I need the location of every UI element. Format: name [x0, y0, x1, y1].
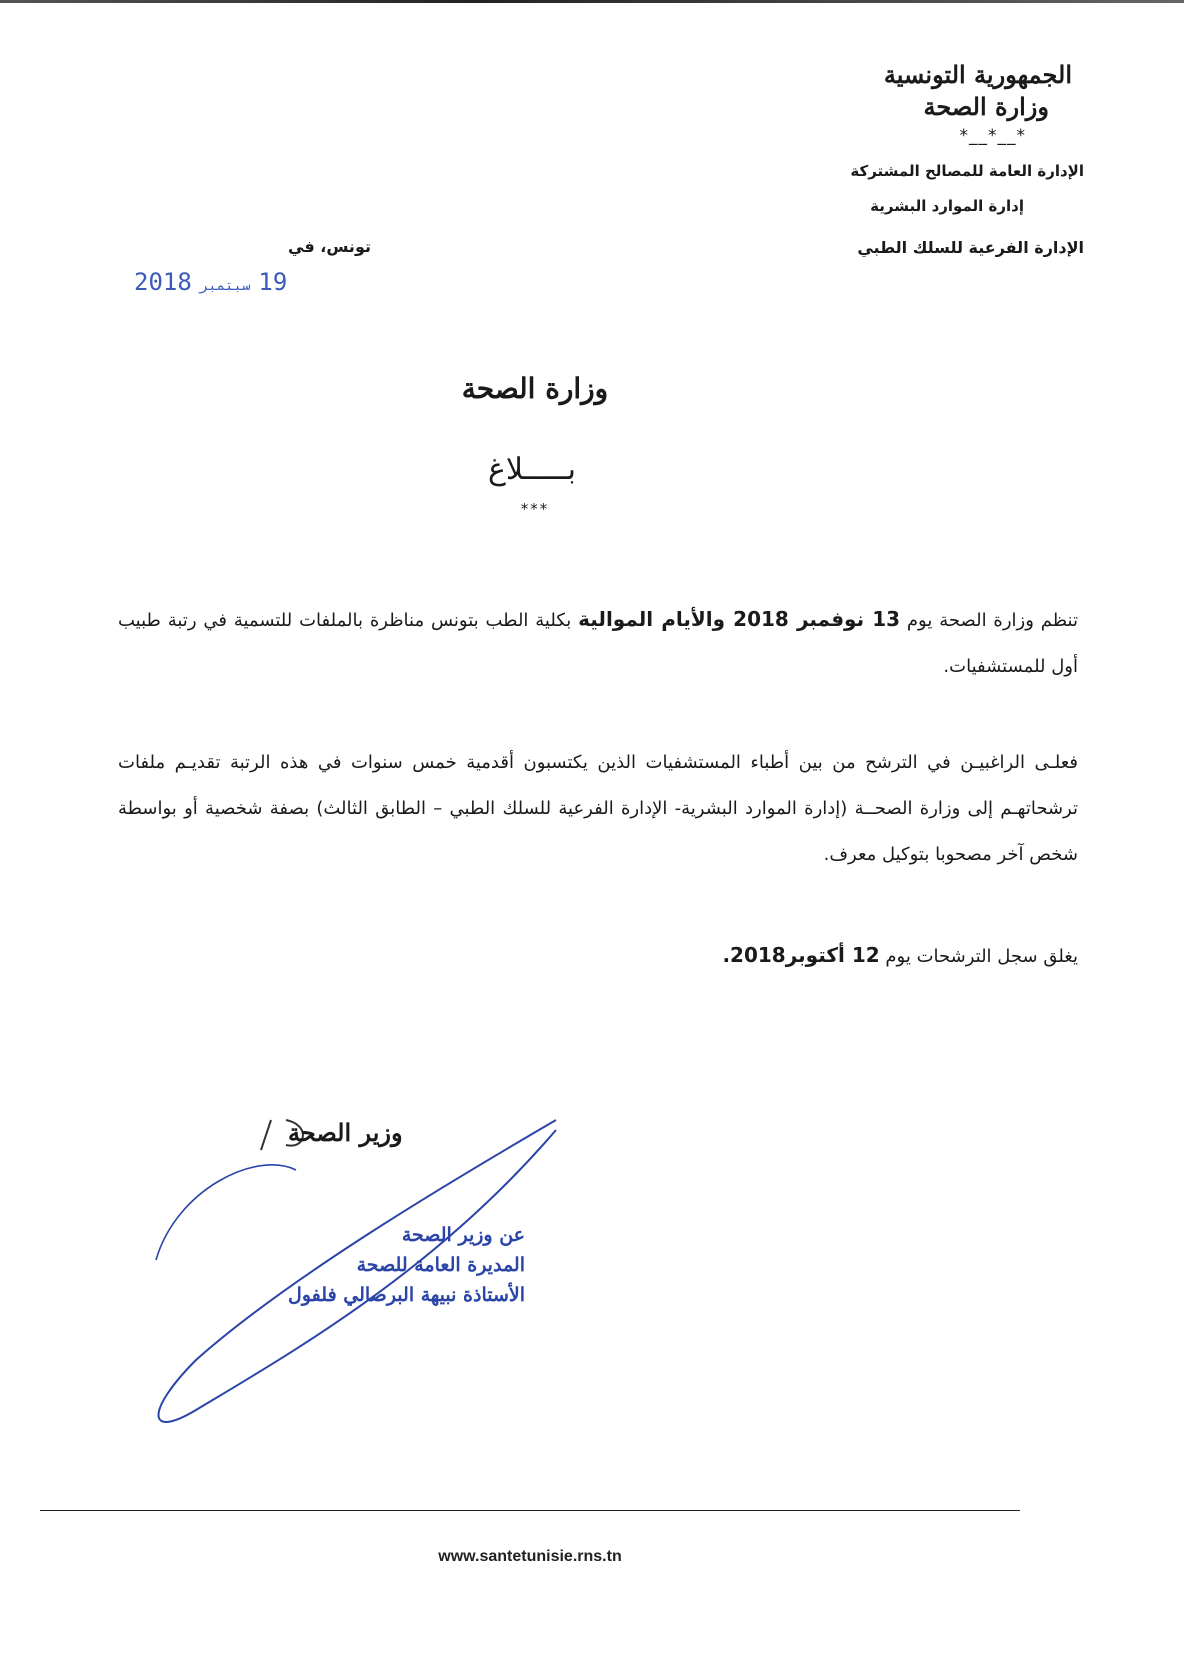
place-date-label: تونس، في: [288, 237, 371, 256]
stamp-line-1: عن وزير الصحة: [401, 1224, 525, 1246]
paragraph-deadline: [118, 932, 1078, 980]
paragraph-announcement: [118, 596, 1078, 690]
general-directorate: الإدارة العامة للمصالح المشتركة: [850, 162, 1084, 180]
paragraph-eligibility: [118, 740, 1078, 878]
hr-directorate: إدارة الموارد البشرية: [870, 197, 1024, 215]
date-stamp: [134, 268, 287, 296]
header-separator: *__*__*: [959, 126, 1026, 146]
footer-website: www.santetunisie.rns.tn: [438, 1548, 622, 1565]
notice-stars: ***: [520, 500, 550, 518]
date-stamp-month: سبتمبر: [199, 278, 251, 294]
scan-edge: [0, 0, 1184, 3]
p1-and-following-days: والأيام الموالية: [578, 607, 734, 631]
document-ministry-title: وزارة الصحة: [461, 372, 609, 405]
p1-text-b: بكلية الطب بتونس مناظرة بالملفات للتسمية في رتبة طبيب أول للمستشفيات.: [118, 610, 1078, 677]
ministry-name: وزارة الصحة: [923, 92, 1049, 121]
minister-title: وزير الصحة: [288, 1118, 403, 1147]
stamp-line-2: المديرة العامة للصحة: [356, 1254, 525, 1276]
footer-divider: [40, 1510, 1020, 1511]
p2-text: فعلـى الراغبيـن في الترشح من بين أطباء المستشفيات الذين يكتسبون أقدمية خمس سنوات في هذه الرتبة تقديـم ملفات ترشحاتهـم إلى وزارة الصحــة (إدارة الموارد البشرية- الإدارة الفرعية للسلك الطبي – الطابق الثالث) بصفة شخصية أو بواسطة شخص آخر مصحوبا بتوكيل معرف.: [118, 752, 1078, 865]
sub-directorate: الإدارة الفرعية للسلك الطبي: [857, 238, 1084, 257]
official-stamp: [250, 1220, 525, 1310]
p1-text-a: تنظم وزارة الصحة يوم: [900, 610, 1078, 631]
p1-date: 13 نوفمبر 2018: [733, 607, 901, 631]
p3-text-a: يغلق سجل الترشحات يوم: [879, 946, 1078, 967]
stamp-line-3: الأستاذة نبيهة البرصالي فلفول: [288, 1284, 525, 1306]
date-stamp-day: 19: [258, 268, 288, 296]
republic-name: الجمهورية التونسية: [883, 60, 1072, 89]
notice-title: بـــــلاغ: [487, 452, 577, 487]
date-stamp-year: 2018: [134, 268, 192, 296]
p3-date: 12 أكتوبر2018.: [722, 943, 880, 967]
